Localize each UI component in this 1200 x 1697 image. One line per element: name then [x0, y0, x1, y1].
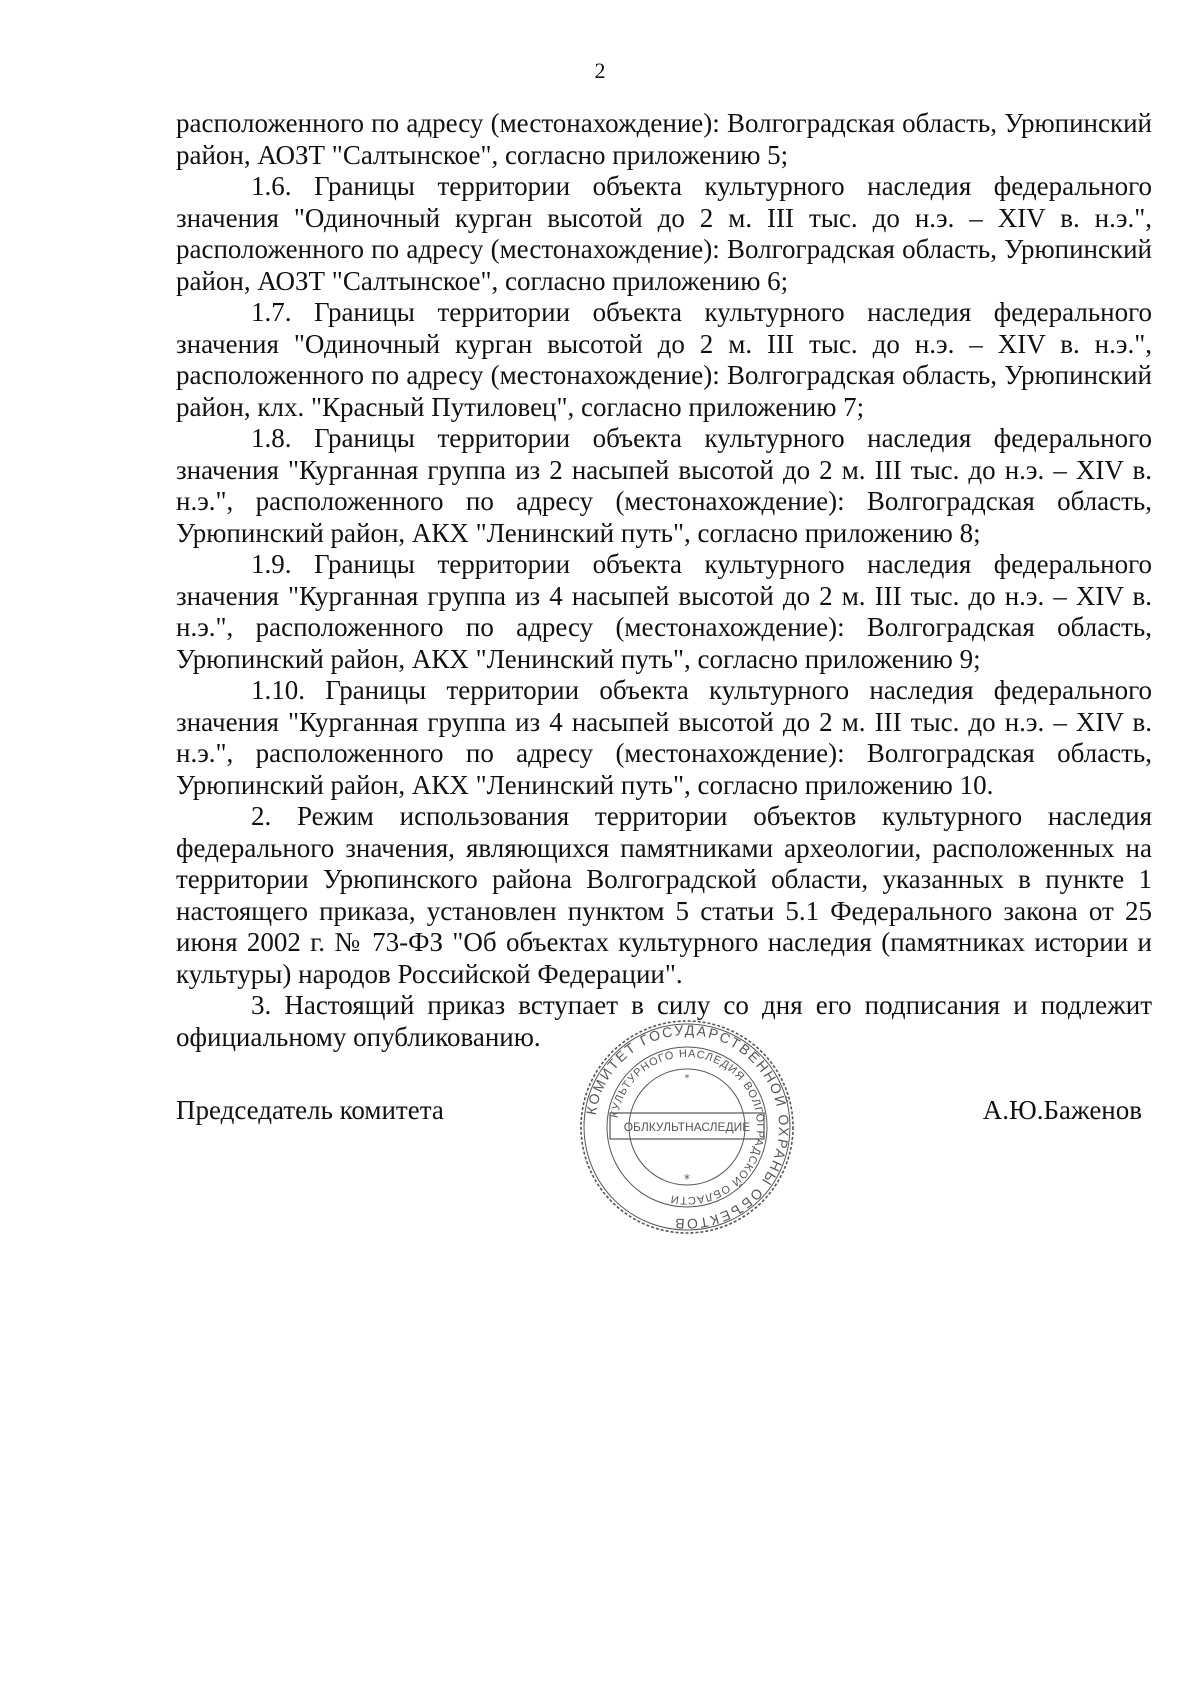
- paragraph-1-8: 1.8. Границы территории объекта культурного наследия федерального значения "Курганная группа из 2 насыпей высотой до 2 м. III тыс. до н.э. – XIV в. н.э.", расположенного по адресу (местонахождение): Волгоградская область, Урюпинский район, АКХ "Ленинский путь", согласно приложению 8;: [176, 423, 1152, 548]
- signature-block: [176, 1095, 1152, 1135]
- seal-star-icon: *: [684, 1073, 690, 1084]
- paragraph-1-7: 1.7. Границы территории объекта культурного наследия федерального значения "Одиночный курган высотой до 2 м. III тыс. до н.э. – XIV в. н.э.", расположенного по адресу (местонахождение): Волгоградская область, Урюпинский район, клх. "Красный Путиловец", согласно приложению 7;: [176, 297, 1152, 422]
- paragraph-3: 3. Настоящий приказ вступает в силу со дня его подписания и подлежит официальному опубликованию.: [176, 990, 1152, 1052]
- seal-inner-text: КУЛЬТУРНОГО НАСЛЕДИЯ ВОЛГОГРАДСКОЙ ОБЛАСТИ: [608, 1047, 767, 1207]
- seal-center-text: ОБЛКУЛЬТНАСЛЕДИЕ: [623, 1120, 751, 1134]
- signatory-name: А.Ю.Баженов: [982, 1095, 1142, 1125]
- paragraph-2: 2. Режим использования территории объектов культурного наследия федерального значения, являющихся памятниками археологии, расположенных на территории Урюпинского района Волгоградской области, указанных в пункте 1 настоящего приказа, установлен пунктом 5 статьи 5.1 Федерального закона от 25 июня 2002 г. № 73-ФЗ "Об объектах культурного наследия (памятниках истории и культуры) народов Российской Федерации".: [176, 801, 1152, 989]
- seal-outer-text: КОМИТЕТ ГОСУДАРСТВЕННОЙ ОХРАНЫ ОБЪЕКТОВ: [582, 1021, 793, 1233]
- paragraph-1-9: 1.9. Границы территории объекта культурного наследия федерального значения "Курганная группа из 4 насыпей высотой до 2 м. III тыс. до н.э. – XIV в. н.э.", расположенного по адресу (местонахождение): Волгоградская область, Урюпинский район, АКХ "Ленинский путь", согласно приложению 9;: [176, 549, 1152, 674]
- page-number: 2: [594, 58, 606, 83]
- paragraph-1-10: 1.10. Границы территории объекта культурного наследия федерального значения "Курганная группа из 4 насыпей высотой до 2 м. III тыс. до н.э. – XIV в. н.э.", расположенного по адресу (местонахождение): Волгоградская область, Урюпинский район, АКХ "Ленинский путь", согласно приложению 10.: [176, 675, 1152, 800]
- signatory-position: Председатель комитета: [176, 1095, 444, 1125]
- seal-star-icon: *: [684, 1172, 690, 1186]
- document-body: [176, 108, 1152, 1053]
- paragraph-continuation: расположенного по адресу (местонахождение): Волгоградская область, Урюпинский район, АОЗТ "Салтынское", согласно приложению 5;: [176, 108, 1152, 170]
- paragraph-1-6: 1.6. Границы территории объекта культурного наследия федерального значения "Одиночный курган высотой до 2 м. III тыс. до н.э. – XIV в. н.э.", расположенного по адресу (местонахождение): Волгоградская область, Урюпинский район, АОЗТ "Салтынское", согласно приложению 6;: [176, 171, 1152, 296]
